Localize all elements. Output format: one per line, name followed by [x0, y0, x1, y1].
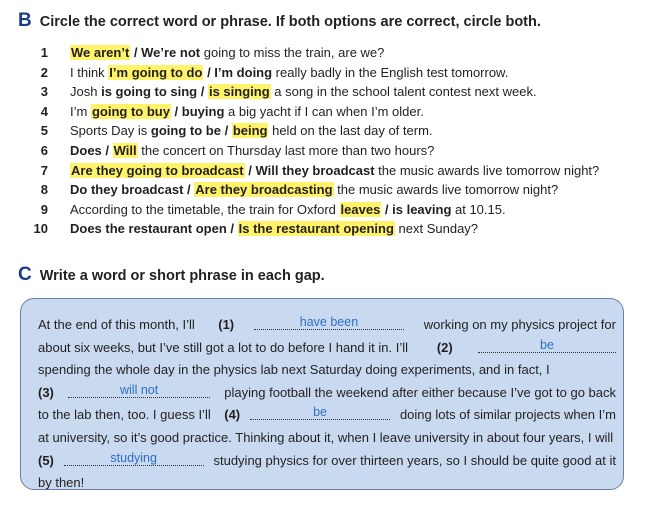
exercise-b-list — [22, 43, 632, 239]
item-number: 1 — [40, 45, 48, 60]
section-b-letter: B — [18, 10, 32, 31]
item-number: 6 — [40, 142, 48, 158]
item-sentence — [70, 219, 478, 239]
handwritten-answer: be — [313, 405, 327, 420]
item-sentence — [70, 141, 434, 161]
answer-option-highlighted[interactable]: Is the restaurant opening — [238, 221, 394, 237]
gap-fill-paragraph — [38, 314, 616, 495]
exercise-item — [22, 219, 632, 239]
answer-option-highlighted[interactable]: leaves — [340, 201, 381, 217]
paragraph-text: about six weeks, but I’ve still got a lot to do before I hand it in. I’ll — [38, 339, 412, 355]
exercise-item — [22, 43, 632, 63]
item-sentence — [70, 43, 384, 63]
sentence-text: really badly in the English test tomorrow. — [272, 64, 509, 80]
answer-option[interactable]: / Will they broadcast — [244, 162, 375, 178]
answer-option-highlighted[interactable]: is singing — [208, 84, 270, 100]
paragraph-text: At the end of this month, I’ll — [38, 317, 199, 332]
answer-option[interactable]: / — [130, 45, 142, 60]
paragraph-text: to the lab then, too. I guess I’ll — [38, 407, 215, 423]
handwritten-answer: have been — [299, 315, 359, 329]
sentence-text: I think — [70, 64, 109, 80]
exercise-item — [22, 121, 632, 141]
item-sentence — [70, 82, 537, 102]
item-number: 3 — [40, 84, 48, 100]
section-c-instruction: Write a word or short phrase in each gap. — [39, 268, 325, 284]
paragraph-line — [38, 472, 616, 495]
sentence-text: at 10.15. — [451, 201, 506, 217]
gap-number: (3) — [38, 384, 54, 400]
paragraph-line — [38, 427, 616, 450]
answer-option-highlighted[interactable]: I’m going to do — [109, 64, 203, 80]
exercise-item — [22, 161, 632, 181]
handwritten-answer: be — [540, 337, 554, 352]
answer-option[interactable]: / — [101, 142, 113, 158]
answer-option-highlighted[interactable]: Are they broadcasting — [195, 182, 333, 198]
item-number: 2 — [40, 64, 48, 80]
item-sentence — [70, 121, 433, 141]
exercise-item — [22, 180, 632, 200]
answer-option-highlighted[interactable]: going to buy — [91, 103, 170, 119]
answer-gap[interactable] — [478, 337, 616, 353]
answer-option[interactable]: going to be — [150, 123, 221, 139]
sentence-text: next Sunday? — [394, 221, 479, 237]
sentence-text: Josh — [70, 84, 102, 100]
sentence-text: According to the timetable, the train for Oxford — [70, 201, 340, 217]
section-b-heading — [18, 10, 541, 32]
exercise-item — [22, 102, 632, 122]
paragraph-text: doing lots of similar projects when I’m — [399, 407, 616, 423]
answer-gap[interactable] — [68, 382, 210, 398]
item-number: 5 — [40, 123, 48, 139]
exercise-item — [22, 82, 632, 102]
item-number: 9 — [40, 201, 48, 217]
answer-option[interactable]: Does — [70, 142, 102, 158]
item-sentence — [70, 161, 599, 181]
gap-number: (5) — [38, 452, 54, 468]
item-number: 8 — [40, 182, 48, 198]
paragraph-line — [38, 382, 616, 405]
item-number: 10 — [33, 221, 48, 237]
paragraph-text: playing football the weekend after either because I’ve got to go back — [224, 384, 616, 400]
sentence-text: the music awards live tomorrow night? — [374, 162, 600, 178]
answer-option[interactable]: / — [226, 221, 238, 237]
item-sentence — [70, 180, 558, 200]
item-sentence — [70, 63, 508, 83]
sentence-text: a song in the school talent contest next week. — [270, 84, 537, 100]
answer-option[interactable]: Does the restaurant open — [70, 221, 227, 237]
paragraph-line — [38, 337, 616, 360]
section-c-heading — [18, 264, 325, 286]
exercise-item — [22, 141, 632, 161]
item-sentence — [70, 200, 506, 220]
exercise-item — [22, 200, 632, 220]
answer-option[interactable]: / I’m doing — [203, 64, 273, 80]
paragraph-line — [38, 450, 616, 473]
answer-option[interactable]: / — [183, 182, 195, 198]
paragraph-text: by then! — [38, 475, 85, 491]
answer-option-highlighted[interactable]: Will — [113, 142, 137, 158]
answer-gap[interactable] — [64, 450, 204, 466]
gap-number: (2) — [436, 339, 453, 355]
paragraph-text: spending the whole day in the physics lab next Saturday doing experiments, and in fact, I — [38, 362, 550, 378]
answer-option[interactable]: Do they broadcast — [70, 182, 184, 198]
paragraph-text: studying physics for over thirteen years, so I should be quite good at it — [213, 452, 616, 468]
paragraph-line — [38, 359, 616, 382]
sentence-text: the music awards live tomorrow night? — [333, 182, 559, 198]
paragraph-text: working on my physics project for — [423, 317, 616, 332]
answer-option[interactable]: We’re not — [141, 45, 201, 60]
sentence-text: held on the last day of term. — [268, 123, 433, 139]
sentence-text: a big yacht if I can when I’m older. — [224, 103, 424, 119]
handwritten-answer: will not — [119, 382, 159, 397]
sentence-text: I’m — [70, 103, 91, 119]
paragraph-line — [38, 314, 616, 337]
sentence-text: Sports Day is — [70, 123, 151, 139]
handwritten-answer: studying — [110, 450, 157, 465]
answer-option[interactable]: / is leaving — [381, 201, 452, 217]
answer-option-highlighted[interactable]: being — [232, 123, 268, 139]
gap-number: (4) — [224, 407, 241, 423]
answer-option[interactable]: is going to sing — [101, 84, 198, 100]
answer-gap[interactable] — [250, 404, 390, 420]
answer-option-highlighted[interactable]: We aren’t — [71, 45, 130, 60]
item-number: 7 — [40, 162, 48, 178]
paragraph-line — [38, 404, 616, 427]
paragraph-text: at university, so it’s good practice. Thinking about it, when I leave university in about four years, I will — [38, 429, 614, 445]
answer-option[interactable]: / — [220, 123, 232, 139]
item-number: 4 — [40, 103, 48, 119]
sentence-text: going to miss the train, are we? — [200, 45, 385, 60]
section-c-letter: C — [18, 264, 32, 285]
gap-number: (1) — [218, 317, 235, 332]
answer-gap[interactable] — [254, 314, 404, 330]
exercise-item — [22, 63, 632, 83]
answer-option[interactable]: / — [197, 84, 208, 100]
item-sentence — [70, 102, 424, 122]
section-b-instruction: Circle the correct word or phrase. If both options are correct, circle both. — [39, 14, 541, 30]
answer-option-highlighted[interactable]: Are they going to broadcast — [71, 162, 244, 178]
answer-option[interactable]: / buying — [170, 103, 225, 119]
sentence-text: the concert on Thursday last more than two hours? — [137, 142, 435, 158]
